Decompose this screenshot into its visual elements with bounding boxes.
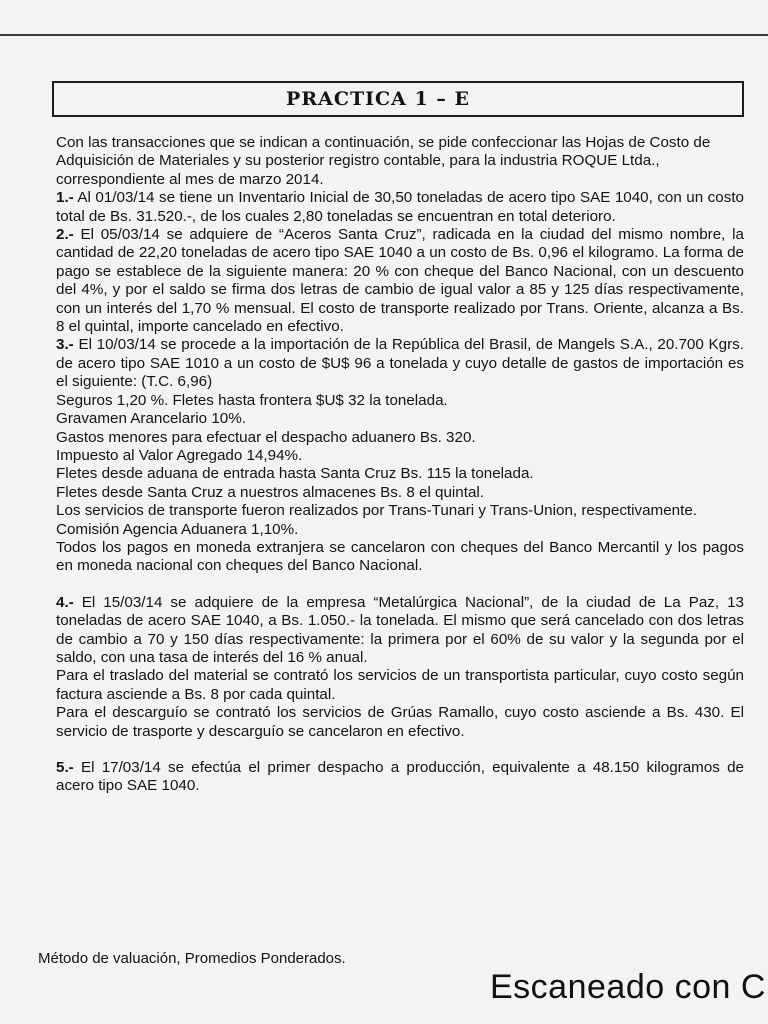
item-text: El 17/03/14 se efectúa el primer despacho a producción, equivalente a 48.150 kilogramos de acero tipo SAE 1040. <box>56 759 744 795</box>
item-3-line: Todos los pagos en moneda extranjera se cancelaron con cheques del Banco Mercantil y los pagos en moneda nacional con cheques del Banco Nacional. <box>56 538 744 575</box>
item-4-line: Para el traslado del material se contrató los servicios de un transportista particular, cuyo costo según factura asciende a Bs. 8 por cada quintal. <box>56 667 744 703</box>
item-3-line: Gravamen Arancelario 10%. <box>56 410 246 428</box>
item-3-line: Los servicios de transporte fueron realizados por Trans-Tunari y Trans-Union, respectivamente. <box>56 502 697 520</box>
item-3-line: Impuesto al Valor Agregado 14,94%. <box>56 446 303 464</box>
intro-paragraph: Con las transacciones que se indican a continuación, se pide confeccionar las Hojas de Costo de Adquisición de Materiales y su posterior registro contable, para la industria ROQUE Ltda., correspondiente al mes de marzo 2014. <box>56 134 711 188</box>
item-number: 4.- <box>56 593 74 611</box>
item-2 <box>56 226 744 336</box>
item-text: El 05/03/14 se adquiere de “Aceros Santa Cruz”, radicada en la ciudad del mismo nombre, la cantidad de 22,20 toneladas de acero tipo SAE 1040 a un costo de Bs. 0,96 el kilogramo. La forma de pago se establece de la siguiente manera: 20 % con cheque del Banco Nacional, con un descuento del 4%, y por el saldo se firma dos letras de cambio de igual valor a 85 y 125 días respectivamente, con un interés del 1,70 % mensual. El costo de transporte realizado por Trans. Oriente, alcanza a Bs. 8 el quintal, importe cancelado en efectivo. <box>56 226 744 336</box>
item-3-line: Fletes desde aduana de entrada hasta Santa Cruz Bs. 115 la tonelada. <box>56 465 534 483</box>
page-title: PRACTICA 1 – E <box>286 88 470 110</box>
item-4 <box>56 594 744 741</box>
item-number: 2.- <box>56 226 74 244</box>
item-number: 3.- <box>56 336 74 354</box>
item-1 <box>56 189 744 226</box>
item-text: El 10/03/14 se procede a la importación de la República del Brasil, de Mangels S.A., 20.700 Kgrs. de acero tipo SAE 1010 a un costo de $U$ 96 a tonelada y cuyo detalle de gastos de importación es el siguiente: (T.C. 6,96) <box>56 336 744 391</box>
item-text: Al 01/03/14 se tiene un Inventario Inicial de 30,50 toneladas de acero tipo SAE 1040, con un costo total de Bs. 31.520.-, de los cuales 2,80 toneladas se encuentran en total deterioro. <box>56 189 744 225</box>
scanner-watermark: Escaneado con C <box>490 968 766 1006</box>
item-number: 1.- <box>56 189 74 207</box>
item-4-line: Para el descarguío se contrató los servicios de Grúas Ramallo, cuyo costo asciende a Bs. 430. El servicio de trasporte y descarguío se cancelaron en efectivo. <box>56 704 744 740</box>
item-3-line: Gastos menores para efectuar el despacho aduanero Bs. 320. <box>56 428 476 446</box>
item-text: El 15/03/14 se adquiere de la empresa “Metalúrgica Nacional”, de la ciudad de La Paz, 13 toneladas de acero SAE 1040, a Bs. 1.050.- la tonelada. El mismo que será cancelado con dos letras de cambio a 70 y 150 días respectivamente: la primera por el 60% de su valor y la segunda por el saldo, con una tasa de interés del 16 % anual. <box>56 593 744 666</box>
item-3 <box>56 336 744 575</box>
top-rule <box>0 34 768 36</box>
valuation-method: Método de valuación, Promedios Ponderados. <box>38 950 346 967</box>
title-box <box>52 81 744 117</box>
item-3-line: Seguros 1,20 %. Fletes hasta frontera $U$ 32 la tonelada. <box>56 391 448 409</box>
document-body <box>56 134 744 796</box>
item-number: 5.- <box>56 759 74 776</box>
item-3-line: Fletes desde Santa Cruz a nuestros almacenes Bs. 8 el quintal. <box>56 483 485 501</box>
item-5 <box>56 759 744 796</box>
item-3-line: Comisión Agencia Aduanera 1,10%. <box>56 520 299 538</box>
